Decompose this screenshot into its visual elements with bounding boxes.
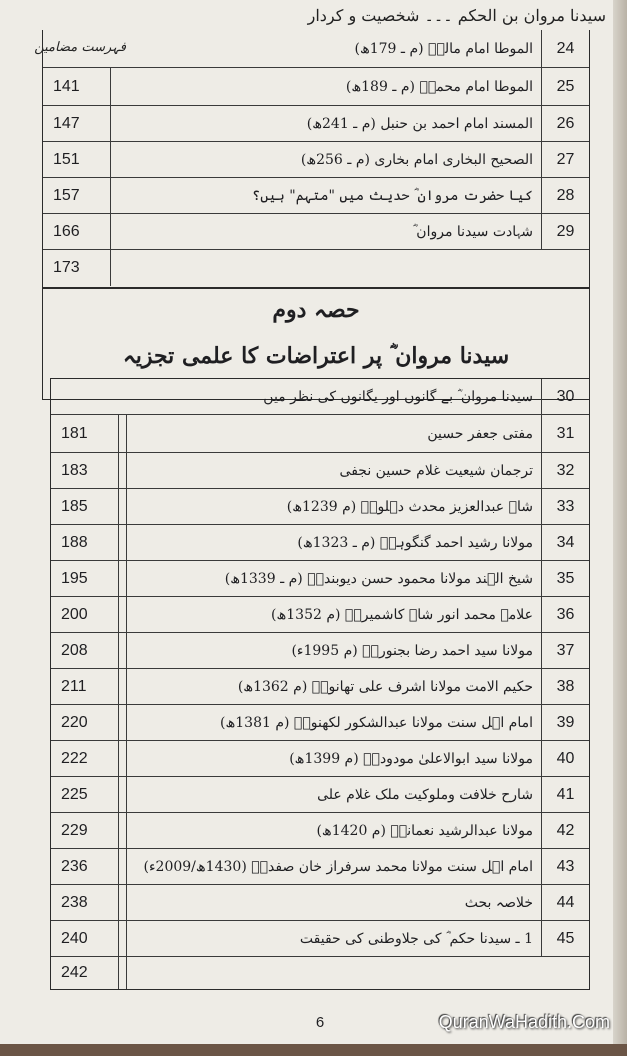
running-header: سیدنا مروان بن الحکم ۔۔۔ شخصیت و کردار <box>307 6 606 25</box>
toc-gap-cell <box>119 957 127 989</box>
toc-table-part-two <box>50 378 590 990</box>
toc-page-number: 173 <box>43 250 111 286</box>
toc-entry-title <box>127 957 589 989</box>
toc-entry-number: 34 <box>541 525 589 560</box>
toc-page-number: 157 <box>43 178 111 213</box>
toc-page-number: 195 <box>51 561 119 596</box>
toc-entry-number: 42 <box>541 813 589 848</box>
toc-entry-number: 25 <box>541 68 589 105</box>
toc-row <box>51 705 589 741</box>
toc-entry-title <box>111 250 589 286</box>
toc-page-number: 211 <box>51 669 119 704</box>
toc-row <box>43 142 589 178</box>
toc-row <box>51 885 589 921</box>
toc-page-number: 141 <box>43 68 111 105</box>
section-subtitle: سیدنا مروان ؓ پر اعتراضات کا علمی تجزیہ <box>122 343 510 369</box>
toc-row <box>51 379 589 415</box>
toc-entry-title: المسند امام احمد بن حنبل (م ـ 241ھ) <box>306 115 533 132</box>
toc-page-number: 240 <box>51 921 119 956</box>
toc-entry-title: الموطا امام مالکؒ (م ـ 179ھ) <box>354 40 533 57</box>
toc-entry-number: 27 <box>541 142 589 177</box>
toc-entry-number: 28 <box>541 178 589 213</box>
toc-row <box>43 178 589 214</box>
toc-page-number: 185 <box>51 489 119 524</box>
toc-page-number: 208 <box>51 633 119 668</box>
toc-row <box>51 777 589 813</box>
toc-page-number: 200 <box>51 597 119 632</box>
toc-gap-cell <box>119 849 127 884</box>
toc-entry-number: 24 <box>541 30 589 67</box>
toc-page-number: 181 <box>51 415 119 452</box>
toc-gap-cell <box>119 453 127 488</box>
toc-page-number: 229 <box>51 813 119 848</box>
page-number: 6 <box>315 1014 325 1031</box>
toc-entry-title: کیا حضرت مروان ؓ حدیث میں "متہم" ہیں؟ <box>252 187 533 204</box>
toc-entry-title: امام اہل سنت مولانا عبدالشکور لکھنویؒ (م 1381ھ) <box>220 714 533 731</box>
toc-gap-cell <box>119 669 127 704</box>
toc-entry-number: 39 <box>541 705 589 740</box>
toc-page-number: 147 <box>43 106 111 141</box>
toc-row <box>43 68 589 106</box>
toc-gap-cell <box>119 633 127 668</box>
toc-entry-number: 29 <box>541 214 589 249</box>
toc-page-number: 242 <box>51 957 119 989</box>
toc-entry-title: مولانا سید احمد رضا بجنوریؒ (م 1995ء) <box>291 642 533 659</box>
toc-table-part-one <box>42 30 590 288</box>
toc-row <box>51 633 589 669</box>
toc-row <box>51 741 589 777</box>
toc-entry-number: 32 <box>541 453 589 488</box>
toc-entry-title: مولانا رشید احمد گنگوہیؒ (م ـ 1323ھ) <box>297 534 533 551</box>
toc-entry-number: 40 <box>541 741 589 776</box>
toc-row <box>51 489 589 525</box>
toc-entry-title: الموطا امام محمدؒ (م ـ 189ھ) <box>345 78 533 95</box>
toc-row <box>43 214 589 250</box>
toc-row <box>51 415 589 453</box>
toc-entry-title: شیخ الہند مولانا محمود حسن دیوبندیؒ (م ـ 1339ھ) <box>224 570 533 587</box>
toc-entry-title: علامہ محمد انور شاہ کاشمیریؒ (م 1352ھ) <box>271 606 533 623</box>
toc-entry-number: 30 <box>541 379 589 414</box>
toc-page-number: 222 <box>51 741 119 776</box>
toc-entry-number: 38 <box>541 669 589 704</box>
toc-page-number: 238 <box>51 885 119 920</box>
toc-entry-number: 35 <box>541 561 589 596</box>
toc-gap-cell <box>119 561 127 596</box>
toc-gap-cell <box>119 415 127 452</box>
toc-entry-title: مولانا عبدالرشید نعمانیؒ (م 1420ھ) <box>316 822 533 839</box>
page-edge <box>613 0 627 1056</box>
toc-entry-title: سیدنا مروان ؓ بے گانوں اور یگانوں کی نظر میں <box>263 388 533 405</box>
toc-entry-number: 37 <box>541 633 589 668</box>
toc-page-number: 225 <box>51 777 119 812</box>
toc-entry-number: 45 <box>541 921 589 956</box>
toc-row <box>43 106 589 142</box>
toc-entry-title: شاہ عبدالعزیز محدث دہلویؒ (م 1239ھ) <box>286 498 533 515</box>
toc-gap-cell <box>119 921 127 956</box>
toc-row <box>51 597 589 633</box>
toc-entry-title: مولانا سید ابوالاعلیٰ مودودیؒ (م 1399ھ) <box>289 750 533 767</box>
toc-gap-cell <box>119 705 127 740</box>
toc-row <box>51 561 589 597</box>
toc-row <box>51 957 589 989</box>
toc-row <box>51 453 589 489</box>
toc-entry-title: شارح خلافت وملوکیت ملک غلام علی <box>317 786 533 803</box>
toc-row <box>51 921 589 957</box>
toc-entry-number: 41 <box>541 777 589 812</box>
toc-entry-title: ترجمان شیعیت غلام حسین نجفی <box>339 462 533 479</box>
section-heading: حصہ دوم <box>272 297 360 323</box>
toc-entry-number: 36 <box>541 597 589 632</box>
toc-page-number: 166 <box>43 214 111 249</box>
toc-row <box>51 669 589 705</box>
toc-gap-cell <box>119 597 127 632</box>
toc-entry-title: امام اہل سنت مولانا محمد سرفراز خان صفدرؒ (1430ھ/2009ء) <box>143 858 533 875</box>
toc-row <box>51 849 589 885</box>
toc-page-number: 151 <box>43 142 111 177</box>
background-strip <box>0 1044 627 1056</box>
toc-entry-number: 33 <box>541 489 589 524</box>
toc-gap-cell <box>119 489 127 524</box>
toc-entry-title: الصحیح البخاری امام بخاری (م ـ 256ھ) <box>300 151 533 168</box>
toc-entry-number: 44 <box>541 885 589 920</box>
toc-entry-number: 31 <box>541 415 589 452</box>
toc-gap-cell <box>119 777 127 812</box>
toc-row <box>51 525 589 561</box>
toc-entry-title: شہادت سیدنا مروان ؓ <box>412 223 533 240</box>
toc-gap-cell <box>119 813 127 848</box>
toc-entry-title: حکیم الامت مولانا اشرف علی تھانویؒ (م 1362ھ) <box>237 678 533 695</box>
toc-page-number: 220 <box>51 705 119 740</box>
toc-entry-number: 26 <box>541 106 589 141</box>
toc-entry-number: 43 <box>541 849 589 884</box>
toc-entry-title: خلاصہ بحث <box>464 894 533 911</box>
toc-gap-cell <box>119 885 127 920</box>
toc-page-number: 188 <box>51 525 119 560</box>
toc-entry-title: مفتی جعفر حسین <box>427 425 533 442</box>
toc-entry-title: 1 ـ سیدنا حکم ؓ کی جلاوطنی کی حقیقت <box>299 930 533 947</box>
toc-gap-cell <box>119 525 127 560</box>
toc-page-number: 183 <box>51 453 119 488</box>
toc-row <box>43 30 589 68</box>
toc-gap-cell <box>51 379 59 414</box>
toc-page-number: 236 <box>51 849 119 884</box>
toc-title: فہرست مضامین <box>34 40 126 55</box>
toc-gap-cell <box>119 741 127 776</box>
toc-row <box>51 813 589 849</box>
watermark: QuranWaHadith.Com <box>438 1012 610 1032</box>
toc-row <box>43 250 589 286</box>
